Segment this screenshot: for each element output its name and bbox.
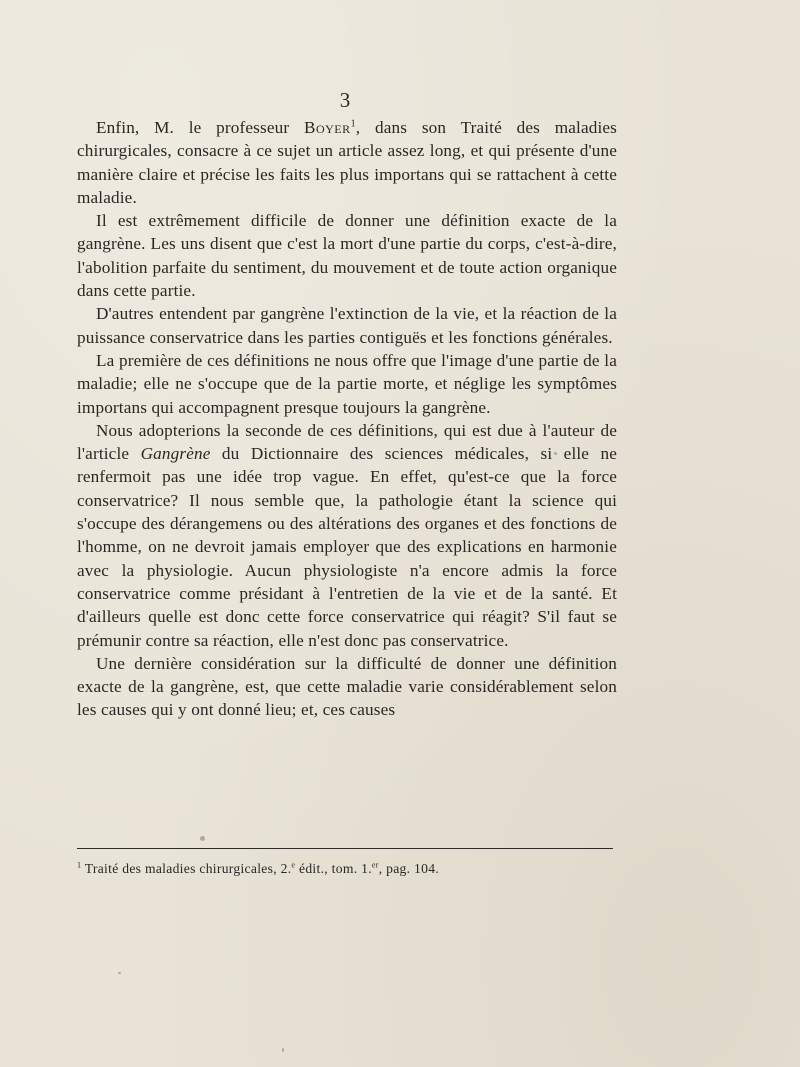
page-number: 3: [339, 88, 351, 112]
paragraph-5: [77, 419, 617, 652]
paragraph-5-lead: Nous adopterions la seconde de ces définitions, qui est due à l'auteur de l'article: [77, 420, 617, 464]
footnote: [77, 860, 617, 878]
paragraph-1-rest: , dans son Traité des maladies chirurgicales, consacre à ce sujet un article assez long, et qui présente d'une manière claire et précise les faits les plus importans qui se rattachent à cette maladie.: [77, 118, 618, 207]
paragraph-2: Il est extrêmement difficile de donner une définition exacte de la gangrène. Les uns disent que c'est la mort d'une partie du corps, c'est-à-dire, l'abolition parfaite du sentiment, du mouvement et de toute action organique dans cette partie.: [77, 211, 617, 301]
footnote-text-3: , pag. 104.: [378, 861, 440, 876]
footnote-edition-sup: e: [291, 860, 296, 870]
paper-speck: [282, 1048, 284, 1052]
footnote-text-1: Traité des maladies chirurgicales, 2.: [81, 861, 292, 876]
paper-speck: [554, 452, 557, 455]
body-text: [77, 116, 617, 722]
author-name: Boyer: [304, 118, 351, 137]
paragraph-1-lead: Enfin, M. le professeur: [96, 118, 304, 137]
footnote-text-2: édit., tom. 1.: [295, 861, 372, 876]
paragraph-3: D'autres entendent par gangrène l'extinction de la vie, et la réaction de la puissance conservatrice dans les parties contiguës et les fonctions générales.: [77, 304, 617, 347]
paragraph-4: La première de ces définitions ne nous offre que l'image d'une partie de la maladie; elle ne s'occupe que de la partie morte, et néglige les symptômes importans qui accompagnent presque toujours la gangrène.: [77, 350, 617, 417]
footnote-reference: 1: [350, 118, 356, 130]
footnote-tome-sup: er: [371, 860, 379, 870]
paper-speck: [118, 972, 121, 974]
paper-speck: [200, 836, 205, 841]
footnote-divider: [77, 848, 613, 849]
paragraph-5-rest: du Dictionnaire des sciences médicales, si elle ne renfermoit pas une idée trop vague. En effet, qu'est-ce que la force conservatrice? Il nous semble que, la pathologie étant la science qui s'occupe des dérangemens ou des altérations des organes et des fonctions de l'homme, on ne devroit jamais employer que des explications en harmonie avec la physiologie. Aucun physiologiste n'a encore admis la force conservatrice comme présidant à l'entretien de la vie et de la santé. Et d'ailleurs quelle est donc cette force conservatrice qui réagit? S'il faut se prémunir contre sa réaction, elle n'est donc pas conservatrice.: [77, 444, 618, 650]
footnote-marker: 1: [77, 860, 82, 870]
paragraph-1: [77, 116, 617, 209]
paragraph-6: Une dernière considération sur la difficulté de donner une définition exacte de la gangrène, est, que cette maladie varie considérablement selon les causes qui y ont donné lieu; et, ces causes: [77, 653, 617, 720]
article-title: Gangrène: [140, 444, 211, 464]
